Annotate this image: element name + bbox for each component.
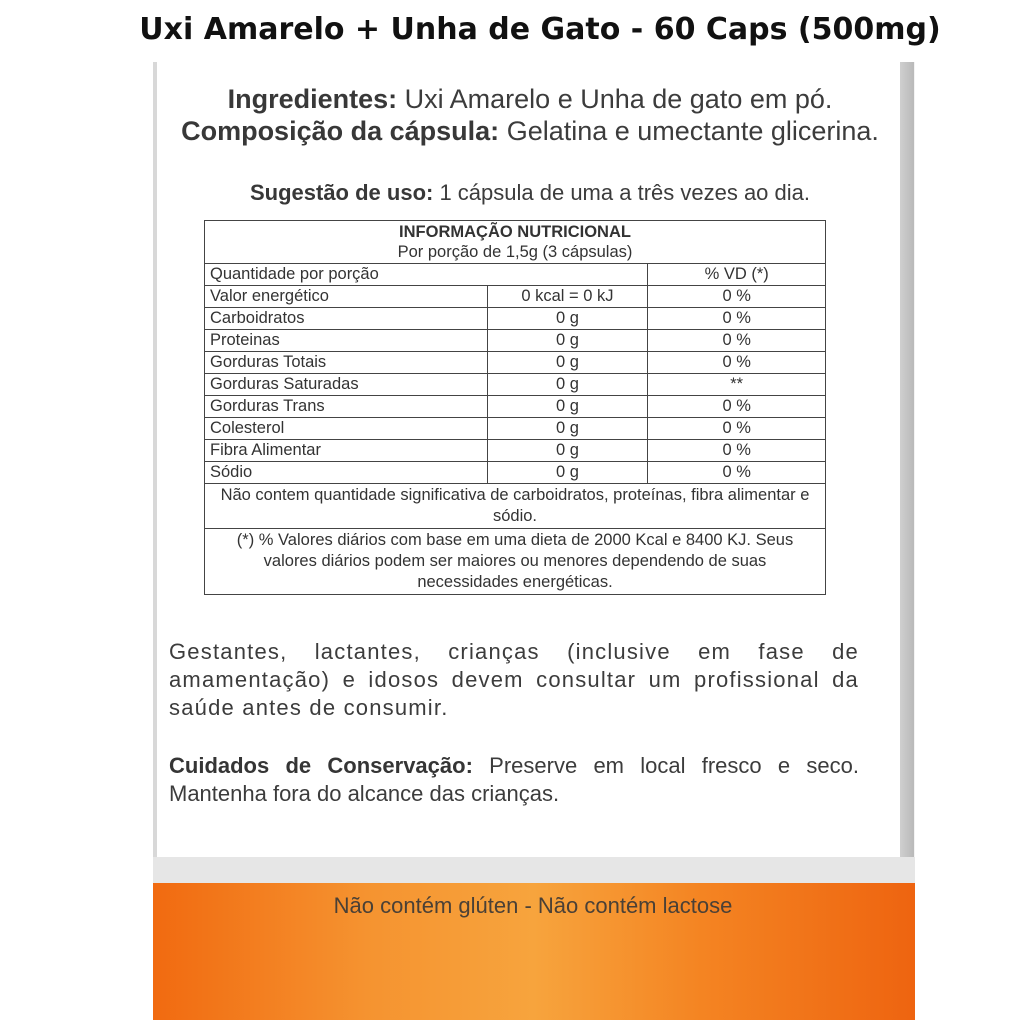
- nutrient-vd: 0 %: [648, 286, 826, 308]
- table-row: [205, 396, 826, 418]
- nutrition-table: [204, 220, 826, 595]
- nutrient-name: Carboidratos: [205, 308, 488, 330]
- nutrition-table-header: [205, 221, 826, 264]
- nutrient-amount: 0 kcal = 0 kJ: [487, 286, 648, 308]
- conservation-body: Preserve em local fresco e seco. Mantenha fora do alcance das crianças.: [169, 753, 859, 806]
- product-title: Uxi Amarelo + Unha de Gato - 60 Caps (500mg): [139, 12, 941, 47]
- nutrient-name: Proteinas: [205, 330, 488, 352]
- nutrient-name: Gorduras Totais: [205, 352, 488, 374]
- composition-label: Composição da cápsula:: [181, 116, 500, 146]
- ingredients-label: Ingredientes:: [227, 84, 398, 114]
- nutrient-vd: 0 %: [648, 440, 826, 462]
- nutrition-note-daily-values: (*) % Valores diários com base em uma dieta de 2000 Kcal e 8400 KJ. Seus valores diários podem ser maiores ou menores dependendo de suas necessidades energéticas.: [205, 529, 826, 595]
- nutrient-amount: 0 g: [487, 396, 648, 418]
- label-left-edge: [153, 62, 157, 862]
- nutrient-amount: 0 g: [487, 308, 648, 330]
- nutrient-vd: 0 %: [648, 462, 826, 484]
- warning-text: Gestantes, lactantes, crianças (inclusive em fase de amamentação) e idosos devem consultar um profissional da saúde antes de consumir.: [169, 639, 859, 720]
- nutrient-name: Fibra Alimentar: [205, 440, 488, 462]
- nutrient-name: Sódio: [205, 462, 488, 484]
- nutrition-portion: Por porção de 1,5g (3 cápsulas): [397, 243, 633, 261]
- table-row: [205, 330, 826, 352]
- usage-text: 1 cápsula de uma a três vezes ao dia.: [439, 180, 811, 205]
- allergen-notice: Não contém glúten - Não contém lactose: [333, 893, 733, 918]
- table-row: [205, 374, 826, 396]
- nutrient-amount: 0 g: [487, 374, 648, 396]
- table-row: [205, 440, 826, 462]
- composition-line: [160, 115, 900, 147]
- nutrient-amount: 0 g: [487, 418, 648, 440]
- nutrient-vd: **: [648, 374, 826, 396]
- label-right-edge: [900, 62, 914, 862]
- table-row: [205, 352, 826, 374]
- nutrient-vd: 0 %: [648, 330, 826, 352]
- col-quantity-header: Quantidade por porção: [205, 264, 648, 286]
- nutrient-name: Gorduras Saturadas: [205, 374, 488, 396]
- nutrient-amount: 0 g: [487, 330, 648, 352]
- nutrient-name: Colesterol: [205, 418, 488, 440]
- table-row: [205, 286, 826, 308]
- table-row: [205, 418, 826, 440]
- composition-text: Gelatina e umectante glicerina.: [506, 116, 879, 146]
- usage-line: [160, 180, 900, 206]
- nutrient-amount: 0 g: [487, 440, 648, 462]
- conservation-label: Cuidados de Conservação:: [169, 753, 473, 778]
- nutrient-vd: 0 %: [648, 396, 826, 418]
- nutrient-name: Gorduras Trans: [205, 396, 488, 418]
- nutrient-amount: 0 g: [487, 462, 648, 484]
- nutrient-vd: 0 %: [648, 352, 826, 374]
- table-row: [205, 462, 826, 484]
- nutrition-note-insignificant: Não contem quantidade significativa de carboidratos, proteínas, fibra alimentar e sódio.: [205, 484, 826, 529]
- usage-label: Sugestão de uso:: [249, 180, 434, 205]
- ingredients-text: Uxi Amarelo e Unha de gato em pó.: [404, 84, 833, 114]
- col-vd-header: % VD (*): [648, 264, 826, 286]
- nutrient-vd: 0 %: [648, 418, 826, 440]
- conservation-text: [169, 752, 859, 808]
- nutrition-title: INFORMAÇÃO NUTRICIONAL: [399, 223, 631, 241]
- label-bottom-strip: [153, 857, 915, 883]
- nutrient-amount: 0 g: [487, 352, 648, 374]
- ingredients-line: [160, 84, 900, 115]
- nutrient-name: Valor energético: [205, 286, 488, 308]
- table-row: [205, 308, 826, 330]
- nutrient-vd: 0 %: [648, 308, 826, 330]
